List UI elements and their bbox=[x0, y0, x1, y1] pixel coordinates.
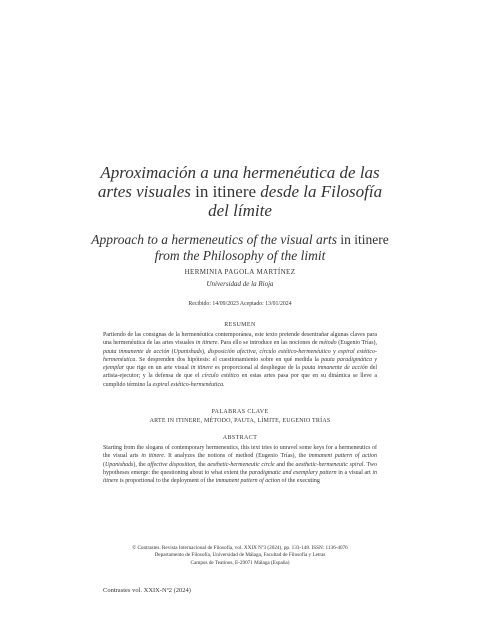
resumen-heading: RESUMEN bbox=[224, 322, 256, 328]
resumen-seg: (Eugenio Trías), bbox=[336, 340, 378, 347]
resumen-seg-italic: in itinere bbox=[195, 340, 218, 347]
journal-footer: Contrastes vol. XXIX-Nº2 (2024) bbox=[103, 587, 191, 594]
copyright-footnote bbox=[90, 545, 390, 567]
resumen-seg: es proporcional al despliegue de la bbox=[212, 365, 302, 372]
resumen-seg: en estas artes pasa por que en su dinámica se lleve a cumplido término la bbox=[103, 373, 378, 388]
keywords-es: ARTE IN ITINERE, MÉTODO, PAUTA, LÍMITE, EUGENIO TRÍAS bbox=[149, 418, 331, 424]
resumen-seg-italic: pauta paradigmática y ejemplar bbox=[103, 356, 378, 372]
abstract-seg-italic: paradigmatic and exemplary pattern bbox=[248, 469, 337, 476]
resumen-seg-italic: in itinere bbox=[190, 365, 213, 372]
abstract-seg: . It analyzes the notions of method (Eugenio Trías), the bbox=[163, 453, 309, 460]
abstract-seg: ), the bbox=[133, 461, 148, 468]
footnote-line-1: © Contrastes. Revista Internacional de Filosofía, vol. XXIX Nº3 (2024), pp. 133-148. ISSN: 1136-4076 bbox=[132, 545, 348, 551]
resumen-seg: Partiendo de las consignas de la hermenéutica contemporánea, este texto pretende desentrañar algunas claves para una hermenéutica de las artes visuales bbox=[103, 332, 377, 347]
abstract-seg: , the bbox=[195, 461, 208, 468]
abstract-seg: . Two hypotheses emerge: the questioning about to what extent the bbox=[103, 461, 377, 476]
received-accepted-dates: Recibido: 14/09/2023 Aceptado: 13/01/2024 bbox=[188, 301, 292, 307]
title-english bbox=[90, 232, 390, 264]
resumen-text bbox=[103, 331, 377, 389]
title-spanish bbox=[90, 163, 390, 220]
abstract-seg: ( bbox=[103, 461, 105, 468]
resumen-seg-italic: círculo estético bbox=[201, 373, 240, 380]
abstract-seg: in a visual art bbox=[336, 469, 373, 476]
resumen-seg-italic: espiral estético-hermenéutica bbox=[103, 348, 378, 363]
resumen-seg: y bbox=[330, 348, 339, 355]
resumen-seg: . Para ello se introduce en las nociones de bbox=[217, 340, 320, 347]
title-english-part1: Approach to a hermeneutics of the visual arts bbox=[91, 232, 338, 247]
resumen-seg: ( bbox=[169, 348, 174, 355]
footnote-line-2: Departamento de Filosofía, Universidad de Málaga, Facultad de Filosofía y Letras bbox=[154, 552, 326, 559]
abstract-heading: ABSTRACT bbox=[222, 435, 258, 441]
footnote-line-3: Campus de Teatinos, E-29071 Málaga (España) bbox=[190, 559, 290, 566]
author-affiliation: Universidad de la Rioja bbox=[206, 280, 274, 288]
resumen-seg-italic: espiral estético-hermenéutica bbox=[152, 381, 224, 388]
resumen-seg: . bbox=[223, 381, 225, 388]
resumen-seg-italic: pauta inmanente de acción bbox=[103, 348, 170, 355]
abstract-seg-italic: in itinere bbox=[103, 469, 377, 485]
abstract-seg-italic: in itinere bbox=[141, 453, 164, 460]
keywords-heading-es: PALABRAS CLAVE bbox=[211, 409, 269, 415]
abstract-seg-italic: immanent pattern of action bbox=[308, 453, 377, 460]
resumen-seg: del artista-ejecutor; y la defensa de que el bbox=[103, 365, 377, 380]
title-spanish-part1: Aproximación a una hermenéutica de las artes visuales bbox=[97, 163, 380, 201]
title-english-part2: in itinere bbox=[340, 232, 389, 247]
resumen-seg: que rige en un arte visual bbox=[124, 365, 191, 372]
title-spanish-part2: in itinere bbox=[195, 182, 257, 201]
resumen-seg-italic: Upanishads bbox=[173, 348, 202, 355]
author-name: HERMINIA PAGOLA MARTÍNEZ bbox=[184, 268, 296, 276]
abstract-seg-italic: affective disposition bbox=[147, 461, 196, 468]
resumen-seg-italic: disposición afectiva, círculo estético-hermenéutico bbox=[207, 348, 331, 355]
abstract-seg-italic: immanent pattern of action bbox=[215, 478, 281, 485]
resumen-seg-italic: método bbox=[319, 340, 337, 347]
abstract-seg: is proportional to the deployment of the bbox=[118, 478, 216, 485]
abstract-seg-italic: aesthetic-hermeneutic circle bbox=[207, 461, 275, 468]
title-spanish-part3: desde la Filosofía del límite bbox=[208, 182, 383, 220]
resumen-seg-italic: pauta inmanente de acción bbox=[301, 365, 368, 372]
abstract-seg: of the executing bbox=[280, 478, 320, 485]
abstract-seg-italic: aesthetic-hermeneutic spiral bbox=[295, 461, 364, 468]
title-english-part3: from the Philosophy of the limit bbox=[154, 248, 326, 263]
abstract-seg-italic: Upanishads bbox=[104, 461, 134, 468]
resumen-seg: . Se desprenden dos hipótesis: el cuestionamiento sobre en qué medida la bbox=[135, 356, 322, 363]
abstract-seg: and the bbox=[274, 461, 296, 468]
abstract-seg: Starting from the slogans of contemporary hermeneutics, this text tries to unravel some keys for a hermeneutics of the visual arts bbox=[103, 445, 377, 460]
abstract-text bbox=[103, 444, 377, 485]
resumen-seg: ), bbox=[201, 348, 208, 355]
